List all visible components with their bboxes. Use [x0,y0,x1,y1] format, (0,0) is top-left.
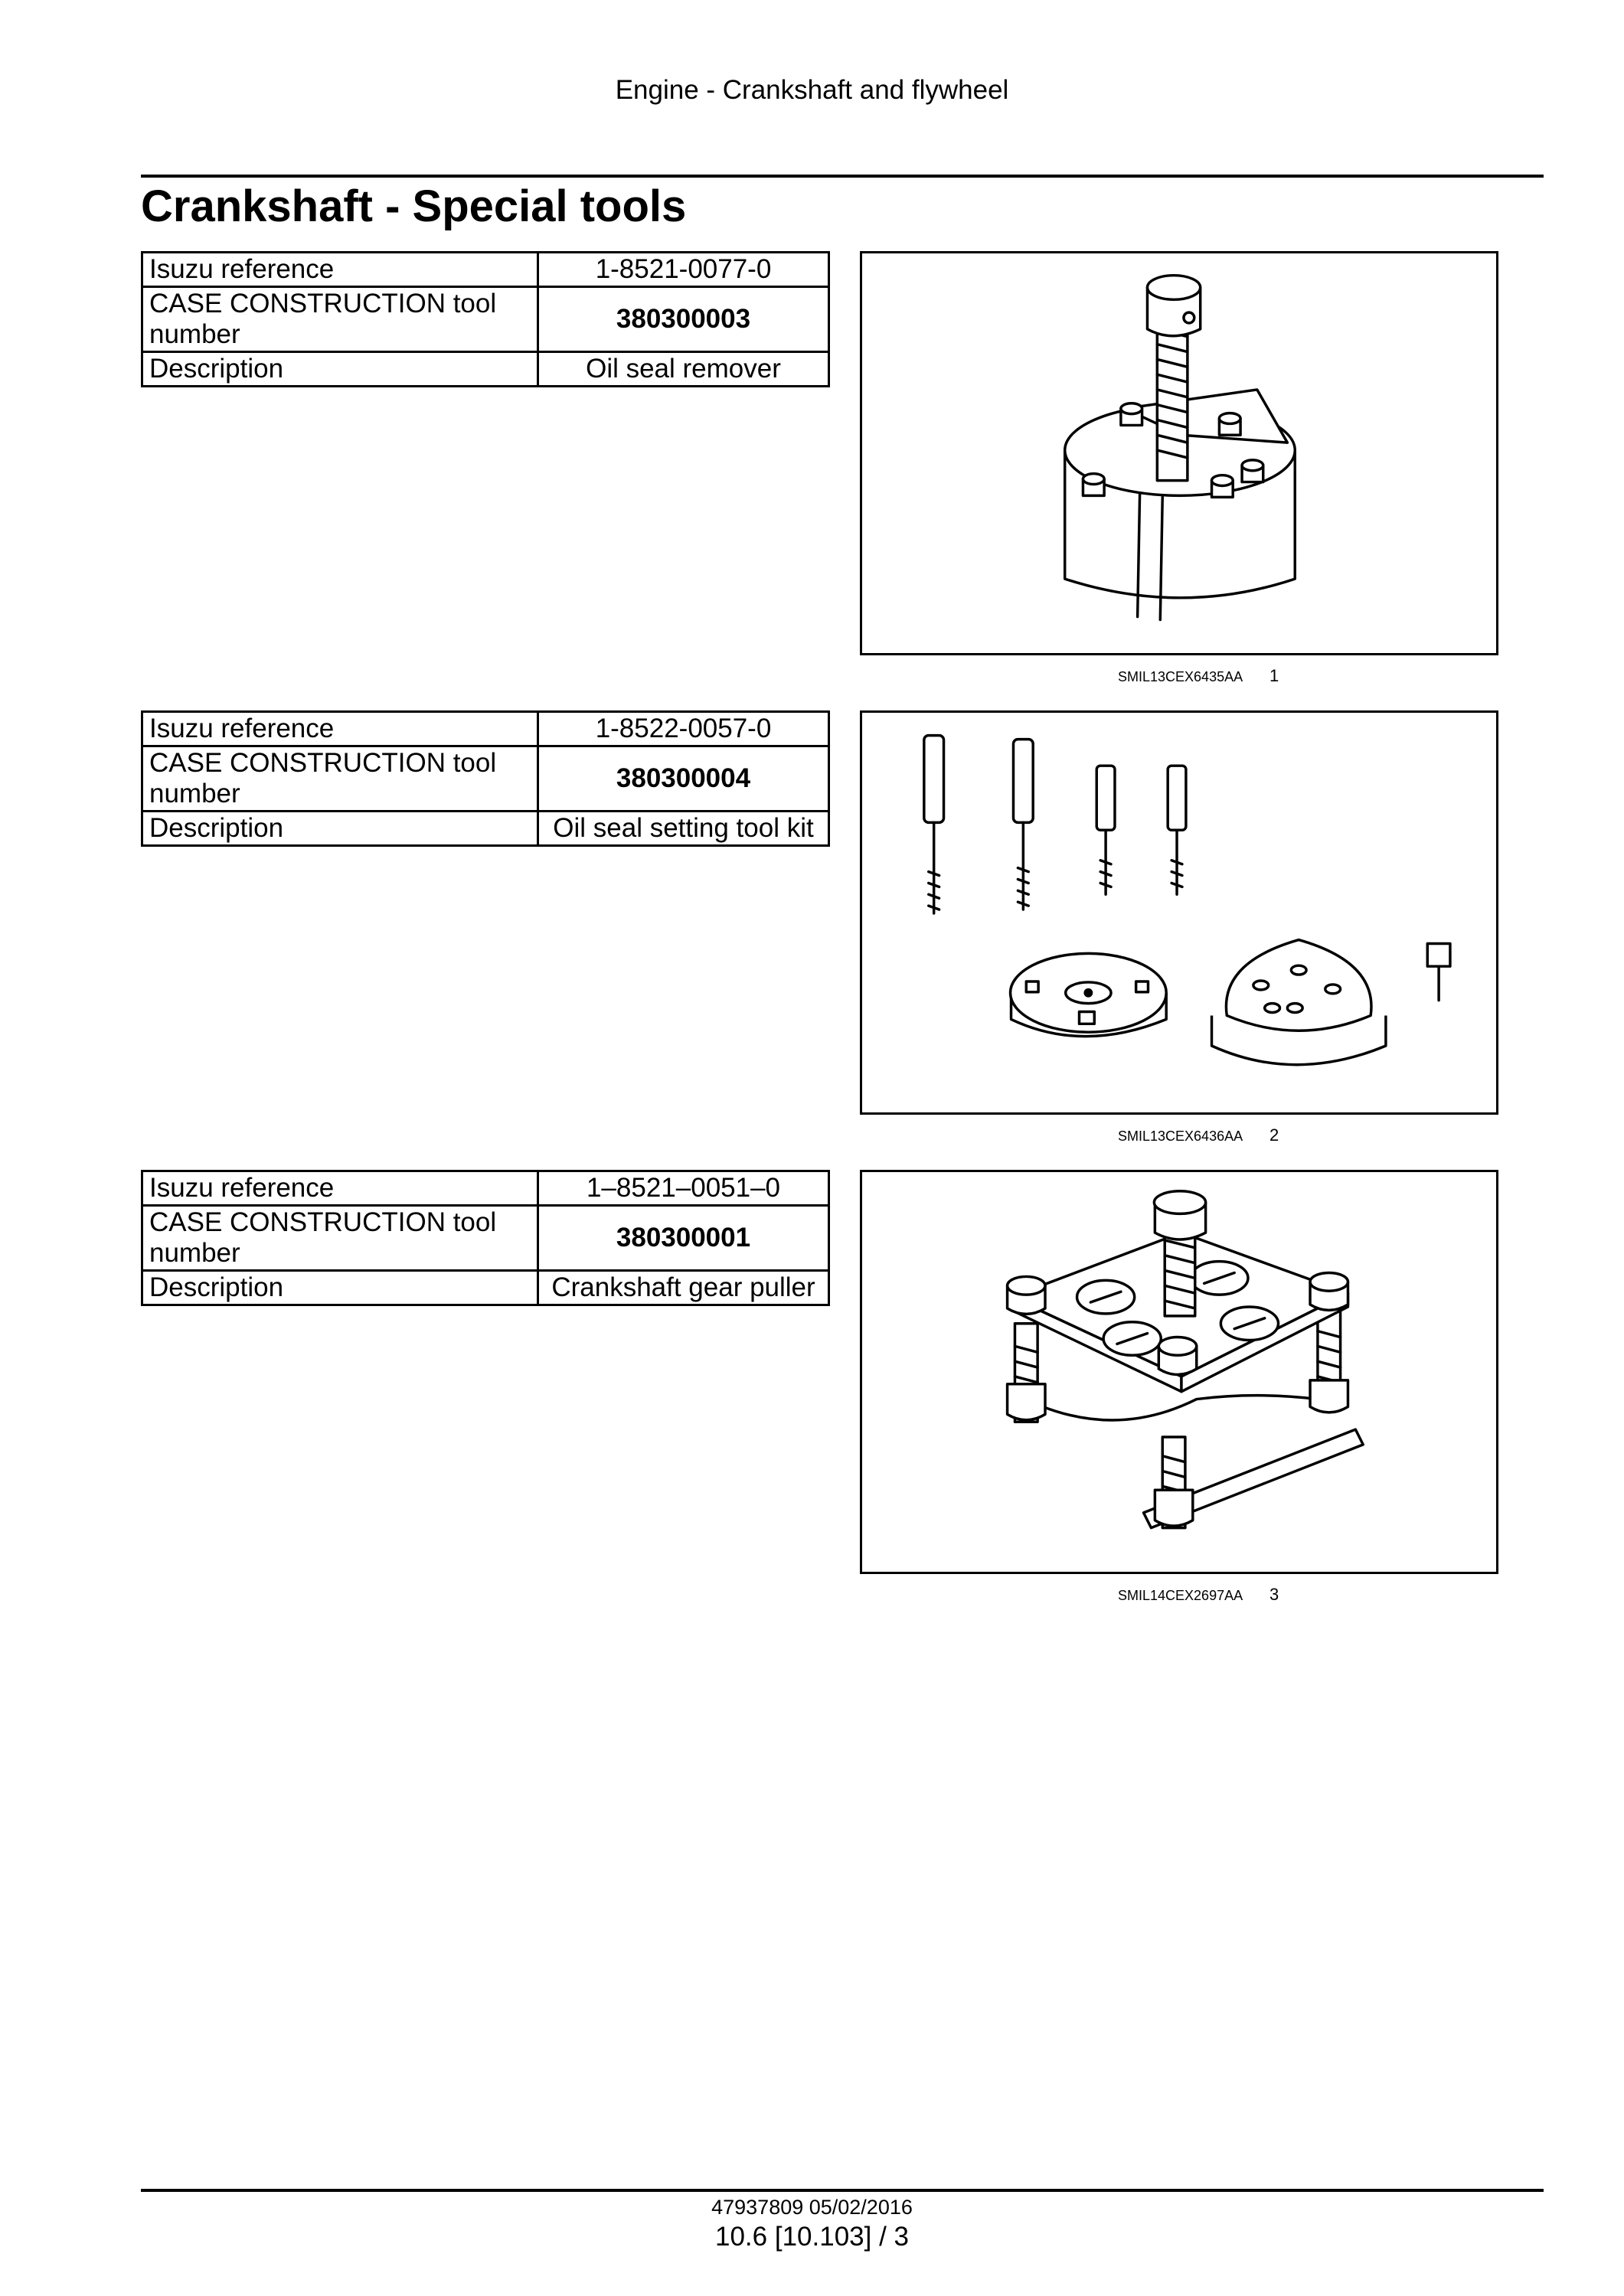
description-label: Description [142,812,538,846]
description-label: Description [142,1271,538,1305]
tool-spec-table [141,1170,830,1306]
description-value: Oil seal setting tool kit [538,812,829,846]
tool-number-label: CASE CONSTRUCTION tool number [142,287,538,352]
oil-seal-setting-kit-illustration [860,710,1498,1115]
description-value: Crankshaft gear puller [538,1271,829,1305]
footer-page-reference: 10.6 [10.103] / 3 [715,2222,909,2252]
gear-puller-illustration [860,1170,1498,1574]
tool-number-value: 380300004 [538,746,829,812]
oil-seal-remover-illustration [860,251,1498,655]
figure-number: 3 [1269,1585,1279,1604]
isuzu-reference-label: Isuzu reference [142,1171,538,1206]
isuzu-reference-value: 1–8521–0051–0 [538,1171,829,1206]
footer-rule [141,2189,1544,2192]
figure-code: SMIL14CEX2697AA [1118,1588,1243,1603]
tool-number-value: 380300001 [538,1206,829,1271]
running-header: Engine - Crankshaft and flywheel [615,75,1009,105]
isuzu-reference-value: 1-8521-0077-0 [538,253,829,287]
tool-number-label: CASE CONSTRUCTION tool number [142,746,538,812]
figure-number: 1 [1269,666,1279,685]
page-title: Crankshaft - Special tools [141,181,687,231]
description-label: Description [142,352,538,387]
tool-number-label: CASE CONSTRUCTION tool number [142,1206,538,1271]
tool-spec-table [141,710,830,847]
isuzu-reference-label: Isuzu reference [142,712,538,746]
isuzu-reference-value: 1-8522-0057-0 [538,712,829,746]
tool-spec-table [141,251,830,387]
figure-code: SMIL13CEX6435AA [1118,669,1243,684]
description-value: Oil seal remover [538,352,829,387]
tool-number-value: 380300003 [538,287,829,352]
figure-code: SMIL13CEX6436AA [1118,1128,1243,1144]
isuzu-reference-label: Isuzu reference [142,253,538,287]
figure-number: 2 [1269,1125,1279,1145]
footer-document-id: 47937809 05/02/2016 [711,2196,913,2219]
header-rule [141,175,1544,178]
